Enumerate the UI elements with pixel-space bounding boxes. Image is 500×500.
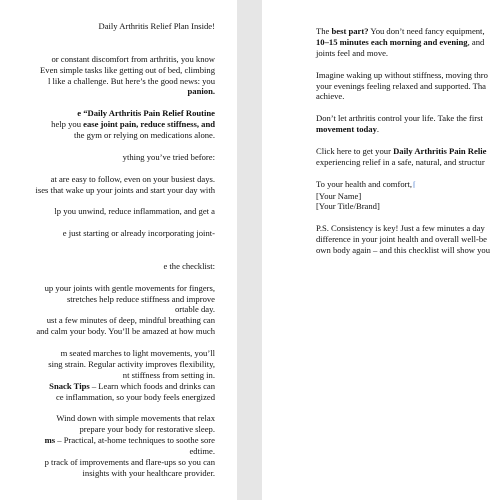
left-page-text [36, 21, 215, 479]
text-line: and calm your body. You’ll be amazed at how much [36, 326, 215, 337]
text-line: ything you’ve tried before: [122, 151, 215, 162]
text-line: [Your Name] [316, 190, 362, 201]
text-line: Don’t let arthritis control your life. Take the first [316, 113, 483, 124]
text-line: ust a few minutes of deep, mindful breathing can [46, 315, 215, 326]
text-line: sing strain. Regular activity improves flexibility, [48, 358, 215, 369]
text-line: e just starting or already incorporating joint- [62, 228, 215, 239]
text-line: Wind down with simple movements that relax [56, 413, 215, 424]
text-line [316, 146, 490, 157]
text-line: ortable day. [174, 304, 215, 315]
text-span: – Practical, at-home techniques to soothe sore [55, 435, 215, 446]
text-line: or constant discomfort from arthritis, you know [51, 53, 215, 64]
text-line [36, 435, 215, 446]
text-span: You don’t need fancy equipment, [368, 26, 485, 36]
text-span: help you [51, 119, 84, 130]
bold-text: Snack Tips [49, 380, 90, 391]
text-line: nt stiffness from setting in. [122, 369, 215, 380]
bold-text: ms [44, 435, 56, 446]
text-line: P.S. Consistency is key! Just a few minutes a day [316, 223, 485, 234]
bold-text: Daily Arthritis Pain Relie [393, 145, 487, 156]
text-line: Imagine waking up without stiffness, moving thro [316, 69, 488, 80]
bold-text: best part? [331, 26, 369, 36]
text-line: up your joints with gentle movements for fingers, [44, 282, 215, 293]
text-span: – Learn which foods and drinks can [89, 380, 215, 391]
text-line: achieve. [316, 91, 345, 102]
text-line [36, 119, 215, 130]
text-line: [Your Title/Brand] [316, 201, 380, 212]
bold-text: movement today [316, 124, 377, 135]
right-page-text [316, 26, 490, 256]
text-line [316, 179, 490, 191]
document-page-left [0, 0, 237, 500]
text-line: joints feel and move. [316, 47, 389, 58]
text-line [36, 381, 215, 392]
text-line: your evenings feeling relaxed and supported. Tha [316, 80, 486, 91]
text-span: . [376, 124, 380, 135]
heading-fragment: Daily Arthritis Relief Plan Inside! [98, 21, 215, 31]
text-line: own body again – and this checklist will show you [316, 245, 491, 256]
text-line: l like a challenge. But here’s the good news: you [47, 75, 215, 86]
text-line: Even simple tasks like getting out of bed, climbing [40, 64, 215, 75]
text-line [316, 124, 490, 135]
text-line: edtime. [189, 446, 215, 457]
text-line: experiencing relief in a safe, natural, and structur [316, 156, 485, 167]
document-page-right [262, 0, 500, 500]
text-line: at are easy to follow, even on your busiest days. [50, 173, 215, 184]
bold-text: panion. [187, 86, 215, 97]
text-line: e the checklist: [163, 260, 215, 271]
text-span: The [316, 26, 332, 36]
text-span: Click here to get your [316, 145, 394, 156]
text-line: p track of improvements and flare-ups so you can [44, 457, 215, 468]
text-line [36, 108, 215, 119]
text-line: the gym or relying on medications alone. [73, 130, 215, 141]
bold-text: 10–15 minutes each morning and evening [316, 36, 468, 47]
text-line: prepare your body for restorative sleep. [79, 424, 215, 435]
text-line: lp you unwind, reduce inflammation, and get a [54, 206, 215, 217]
text-span: To your health and comfort, [316, 178, 413, 189]
text-line: ises that wake up your joints and start your day with [35, 184, 215, 195]
text-cursor-icon: ⌈ [413, 180, 416, 189]
text-line: insights with your healthcare provider. [82, 467, 215, 478]
bold-text: e “Daily Arthritis Pain Relief Routine [77, 108, 215, 119]
text-line [316, 37, 490, 48]
text-line: stretches help reduce stiffness and improve [66, 293, 215, 304]
text-line [316, 26, 490, 37]
text-span: , and [467, 36, 485, 47]
text-line [36, 86, 215, 97]
bold-text: ease joint pain, reduce stiffness, and [83, 119, 215, 130]
text-line: ce inflammation, so your body feels energized [55, 391, 215, 402]
text-line: m seated marches to light movements, you’ll [60, 348, 215, 359]
text-line: difference in your joint health and overall well-be [316, 234, 487, 245]
